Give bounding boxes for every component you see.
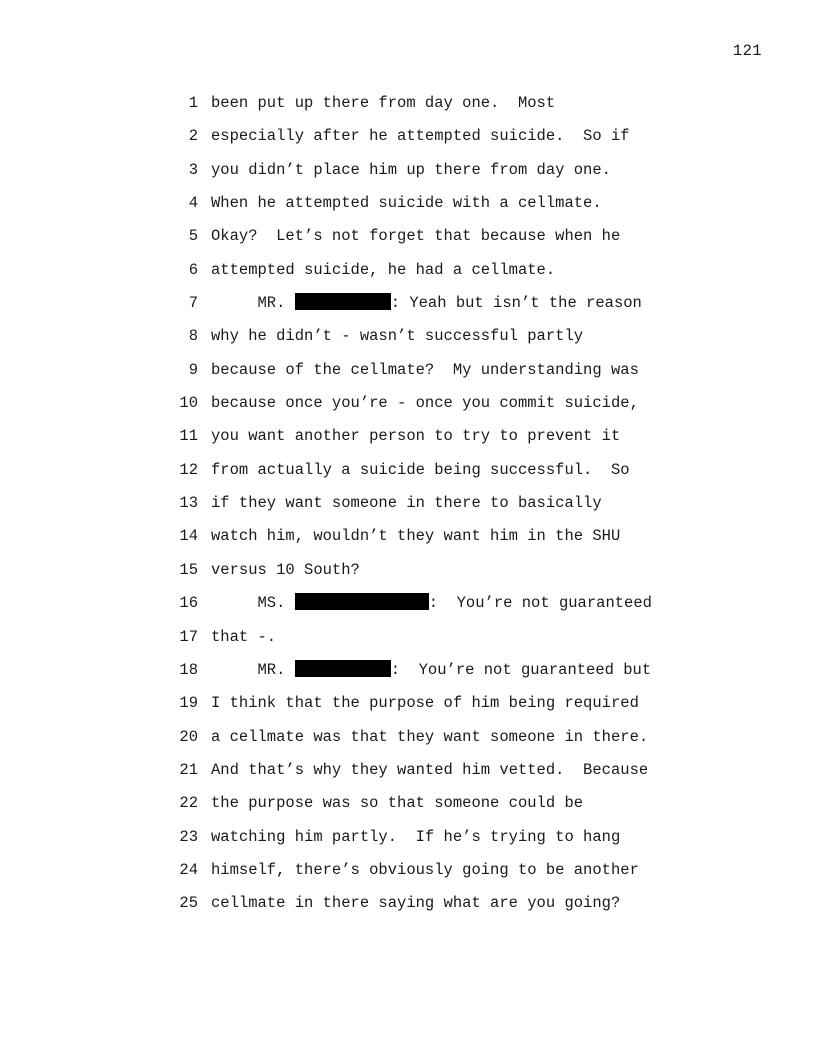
transcript-line	[172, 487, 692, 520]
line-number: 7	[188, 294, 198, 313]
transcript-line	[172, 554, 692, 587]
line-number: 17	[179, 627, 198, 646]
line-number: 25	[179, 894, 198, 913]
transcript-line	[172, 654, 692, 687]
redaction-box	[295, 593, 429, 610]
line-number: 21	[179, 760, 198, 779]
line-text: I think that the purpose of him being required	[211, 694, 639, 713]
transcript-line	[172, 220, 692, 253]
line-text: especially after he attempted suicide. So if	[211, 127, 630, 146]
transcript-line	[172, 454, 692, 487]
transcript-line	[172, 320, 692, 353]
transcript-line	[172, 721, 692, 754]
line-number: 16	[179, 594, 198, 613]
line-text: that -.	[211, 627, 277, 646]
line-text: because once you’re - once you commit suicide,	[211, 394, 639, 413]
line-text: from actually a suicide being successful. So	[211, 460, 630, 479]
line-number: 9	[188, 360, 198, 379]
line-number: 24	[179, 860, 198, 879]
line-number: 19	[179, 694, 198, 713]
line-text: a cellmate was that they want someone in there.	[211, 727, 649, 746]
redaction-box	[295, 293, 391, 310]
line-text: : You’re not guaranteed	[428, 594, 652, 613]
line-text: attempted suicide, he had a cellmate.	[211, 260, 556, 279]
transcript-line	[172, 787, 692, 820]
speaker-prefix: MS.	[211, 594, 295, 613]
speaker-prefix: MR.	[211, 294, 295, 313]
transcript-line	[172, 754, 692, 787]
line-number: 8	[188, 327, 198, 346]
line-text: you didn’t place him up there from day one.	[211, 160, 611, 179]
line-text: if they want someone in there to basically	[211, 494, 602, 513]
line-number: 14	[179, 527, 198, 546]
redaction-box	[295, 660, 391, 677]
transcript-line	[172, 854, 692, 887]
transcript-line	[172, 87, 692, 120]
transcript-line	[172, 120, 692, 153]
line-text: been put up there from day one. Most	[211, 94, 556, 112]
line-text: himself, there’s obviously going to be another	[211, 860, 639, 879]
line-text: because of the cellmate? My understanding was	[211, 360, 639, 379]
page-number: 121	[732, 42, 762, 60]
line-number: 13	[179, 494, 198, 513]
line-number: 5	[188, 227, 198, 246]
transcript-line	[172, 821, 692, 854]
line-text: the purpose was so that someone could be	[211, 794, 584, 813]
line-number: 6	[188, 260, 198, 279]
speaker-prefix: MR.	[211, 660, 295, 679]
line-number: 2	[188, 127, 198, 146]
transcript-line	[172, 387, 692, 420]
line-text: : You’re not guaranteed but	[390, 660, 652, 679]
line-number: 18	[179, 660, 198, 679]
line-number: 15	[179, 560, 198, 579]
transcript-body	[172, 87, 692, 921]
line-number: 10	[179, 394, 198, 413]
line-number: 4	[188, 194, 198, 213]
transcript-line	[172, 520, 692, 553]
line-text: cellmate in there saying what are you going?	[211, 894, 621, 913]
line-text: And that’s why they wanted him vetted. Because	[211, 760, 649, 779]
line-text: why he didn’t - wasn’t successful partly	[211, 327, 584, 346]
line-number: 20	[179, 727, 198, 746]
line-text: When he attempted suicide with a cellmate.	[211, 194, 602, 213]
transcript-line	[172, 687, 692, 720]
transcript-line	[172, 354, 692, 387]
transcript-line	[172, 621, 692, 654]
transcript-line	[172, 587, 692, 620]
line-text: Okay? Let’s not forget that because when he	[211, 227, 621, 246]
transcript-line	[172, 254, 692, 287]
line-number: 11	[179, 427, 198, 446]
transcript-line	[172, 154, 692, 187]
line-text: you want another person to try to prevent it	[211, 427, 621, 446]
transcript-line	[172, 420, 692, 453]
line-number: 23	[179, 827, 198, 846]
line-number: 22	[179, 794, 198, 813]
line-text: watching him partly. If he’s trying to hang	[211, 827, 621, 846]
line-number: 1	[188, 94, 198, 112]
transcript-line	[172, 887, 692, 920]
line-text: versus 10 South?	[211, 560, 360, 579]
line-text: : Yeah but isn’t the reason	[390, 294, 642, 313]
transcript-line	[172, 187, 692, 220]
line-text: watch him, wouldn’t they want him in the SHU	[211, 527, 621, 546]
transcript-line	[172, 287, 692, 320]
line-number: 3	[188, 160, 198, 179]
line-number: 12	[179, 460, 198, 479]
